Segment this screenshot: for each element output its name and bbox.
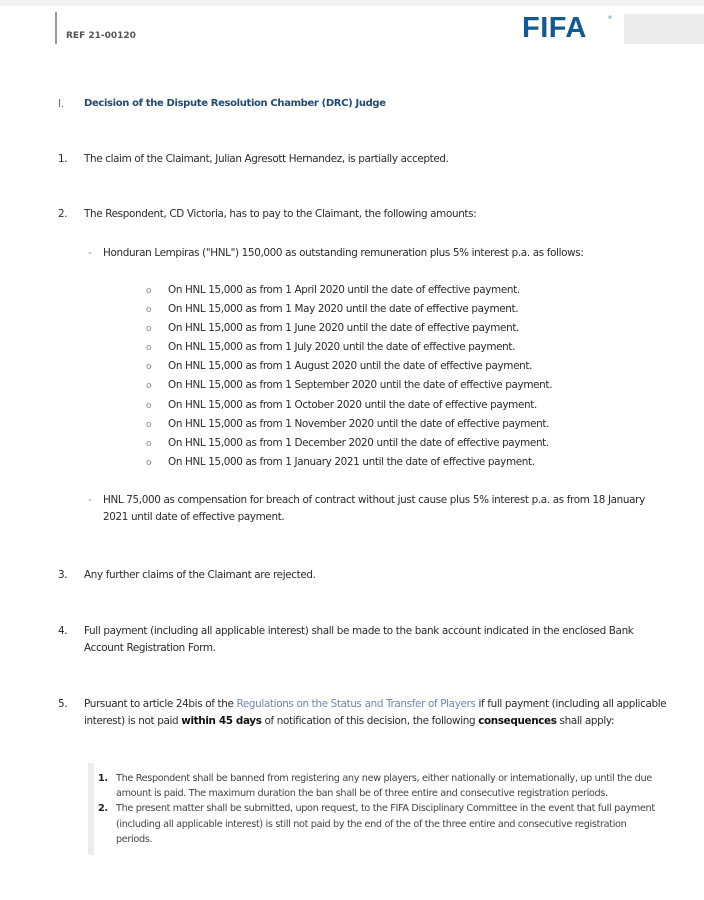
list-item <box>88 771 656 801</box>
circle-bullet-icon: o <box>146 324 152 335</box>
circle-bullet-icon: o <box>146 286 152 296</box>
instalment-text: On HNL 15,000 as from 1 December 2020 until the date of effective payment. <box>168 436 549 449</box>
consequence-number: 2. <box>98 803 108 815</box>
list-item <box>146 376 552 395</box>
list-item <box>146 453 552 472</box>
instalment-text: On HNL 15,000 as from 1 November 2020 until the date of effective payment. <box>168 417 550 430</box>
section-title: Decision of the Dispute Resolution Chamber (DRC) Judge <box>84 98 386 109</box>
paragraph-number: 3. <box>58 569 68 581</box>
consequences-list <box>88 763 656 855</box>
dash-bullet-icon: - <box>88 494 92 506</box>
list-item <box>146 319 552 338</box>
paragraph-text-part: shall apply: <box>556 715 615 727</box>
instalment-text: On HNL 15,000 as from 1 August 2020 until the date of effective payment. <box>168 360 533 373</box>
instalment-text: On HNL 15,000 as from 1 July 2020 until the date of effective payment. <box>168 341 516 354</box>
paragraph-text: Full payment (including all applicable interest) shall be made to the bank account indicated in the enclosed Bank Account Registration Form. <box>84 625 634 654</box>
instalment-text: On HNL 15,000 as from 1 September 2020 until the date of effective payment. <box>168 379 553 392</box>
circle-bullet-icon: o <box>146 305 152 316</box>
instalment-text: On HNL 15,000 as from 1 May 2020 until the date of effective payment. <box>168 303 519 316</box>
instalment-text: On HNL 15,000 as from 1 June 2020 until the date of effective payment. <box>168 322 519 335</box>
list-item <box>146 357 552 376</box>
header-gray-block <box>624 14 704 44</box>
compensation-text: HNL 75,000 as compensation for breach of contract without just cause plus 5% interest p.a. as from 18 January 2021 until date of effective payment. <box>103 494 645 523</box>
paragraph-1 <box>58 151 668 168</box>
paragraph-3 <box>58 567 668 584</box>
deadline-emphasis: within 45 days <box>181 715 262 727</box>
paragraph-text <box>84 696 668 730</box>
section-number: I. <box>58 98 64 110</box>
consequence-text: The Respondent shall be banned from registering any new players, either nationally or internationally, up until the due amount is paid. The maximum duration the ban shall be of three entire and consecutive registration periods. <box>116 773 652 800</box>
list-item <box>88 801 656 847</box>
circle-bullet-icon: o <box>146 343 152 354</box>
paragraph-number: 2. <box>58 208 68 220</box>
circle-bullet-icon: o <box>146 362 152 373</box>
paragraph-text: Any further claims of the Claimant are rejected. <box>84 569 316 581</box>
circle-bullet-icon: o <box>146 438 152 449</box>
paragraph-text-part: if full payment (including all applicable interest) is not paid <box>84 698 667 727</box>
remuneration-item <box>88 245 668 262</box>
regulations-link[interactable]: Regulations on the Status and Transfer of Players <box>236 698 476 710</box>
instalment-text: On HNL 15,000 as from 1 January 2021 until the date of effective payment. <box>168 455 535 468</box>
list-item <box>146 396 552 415</box>
paragraph-number: 5. <box>58 698 68 710</box>
header-rule <box>55 12 57 44</box>
paragraph-text-part: of notification of this decision, the following <box>261 715 479 727</box>
paragraph-text-part: Pursuant to article 24bis of the <box>84 698 237 710</box>
circle-bullet-icon: o <box>146 457 152 468</box>
list-item <box>146 434 552 453</box>
list-item <box>146 300 552 319</box>
consequences-emphasis: consequences <box>478 715 557 727</box>
list-item <box>146 415 552 434</box>
registered-mark-icon: ® <box>608 15 612 20</box>
dash-bullet-icon: - <box>88 247 92 259</box>
instalment-text: On HNL 15,000 as from 1 April 2020 until the date of effective payment. <box>168 284 520 296</box>
paragraph-2 <box>58 206 668 223</box>
top-edge <box>0 0 704 6</box>
consequence-number: 1. <box>98 773 108 784</box>
circle-bullet-icon: o <box>146 400 152 411</box>
paragraph-4 <box>58 623 668 657</box>
circle-bullet-icon: o <box>146 419 152 430</box>
circle-bullet-icon: o <box>146 381 152 392</box>
paragraph-number: 4. <box>58 625 68 637</box>
fifa-logo: FIFA <box>522 12 587 44</box>
paragraph-text: The claim of the Claimant, Julian Agresott Hernandez, is partially accepted. <box>84 153 449 165</box>
instalment-text: On HNL 15,000 as from 1 October 2020 until the date of effective payment. <box>168 398 537 411</box>
reference-number: REF 21-00120 <box>66 31 136 41</box>
paragraph-5 <box>58 696 668 730</box>
consequence-text: The present matter shall be submitted, upon request, to the FIFA Disciplinary Committee in the event that full payment (including all applicable interest) is still not paid by the end of the of the three entire and consecutive registration periods. <box>116 803 655 845</box>
paragraph-number: 1. <box>58 153 68 165</box>
instalment-list <box>146 281 552 472</box>
compensation-item <box>88 492 668 526</box>
paragraph-text: The Respondent, CD Victoria, has to pay to the Claimant, the following amounts: <box>84 208 477 220</box>
remuneration-text: Honduran Lempiras ("HNL") 150,000 as outstanding remuneration plus 5% interest p.a. as follows: <box>103 247 584 259</box>
list-item <box>146 281 552 300</box>
list-item <box>146 338 552 357</box>
